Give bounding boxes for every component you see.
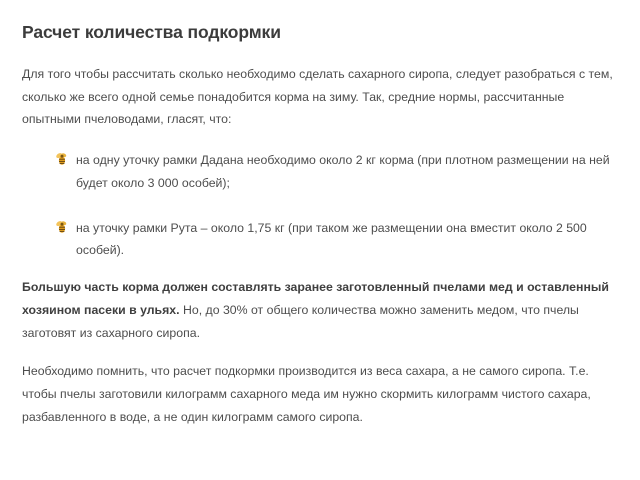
bee-icon xyxy=(54,151,70,167)
bee-icon xyxy=(54,219,70,235)
list-item xyxy=(56,217,614,262)
honey-share-lead: Большую часть корма должен составлять заранее заготовленный пчелами мед и оставленный хозяином пасеки в ульях. xyxy=(22,280,609,317)
honey-share-rest: Но, до 30% от общего количества можно заменить медом, что пчелы заготовят из сахарного сиропа. xyxy=(22,302,579,340)
list-item xyxy=(56,149,614,194)
list-item-label: на уточку рамки Рута – около 1,75 кг (при таком же размещении она вместит около 2 500 особей). xyxy=(76,220,587,258)
intro-paragraph: Для того чтобы рассчитать сколько необходимо сделать сахарного сиропа, следует разобраться с тем, сколько же всего одной семье понадобится корма на зиму. Так, средние нормы, рассчитанные опытными пчеловодами, гласят, что: xyxy=(22,67,613,127)
closing-paragraph: Необходимо помнить, что расчет подкормки производится из веса сахара, а не самого сиропа. Т.е. чтобы пчелы заготовили килограмм сахарного меда им нужно скормить килограмм чистого сахара, разбавленного в воде, а не один килограмм самого сиропа. xyxy=(22,364,591,424)
norms-list xyxy=(22,149,614,262)
honey-share-paragraph xyxy=(22,276,614,344)
page-title: Расчет количества подкормки xyxy=(22,22,281,42)
list-item-label: на одну уточку рамки Дадана необходимо около 2 кг корма (при плотном размещении на ней будет около 3 000 особей); xyxy=(76,153,610,190)
